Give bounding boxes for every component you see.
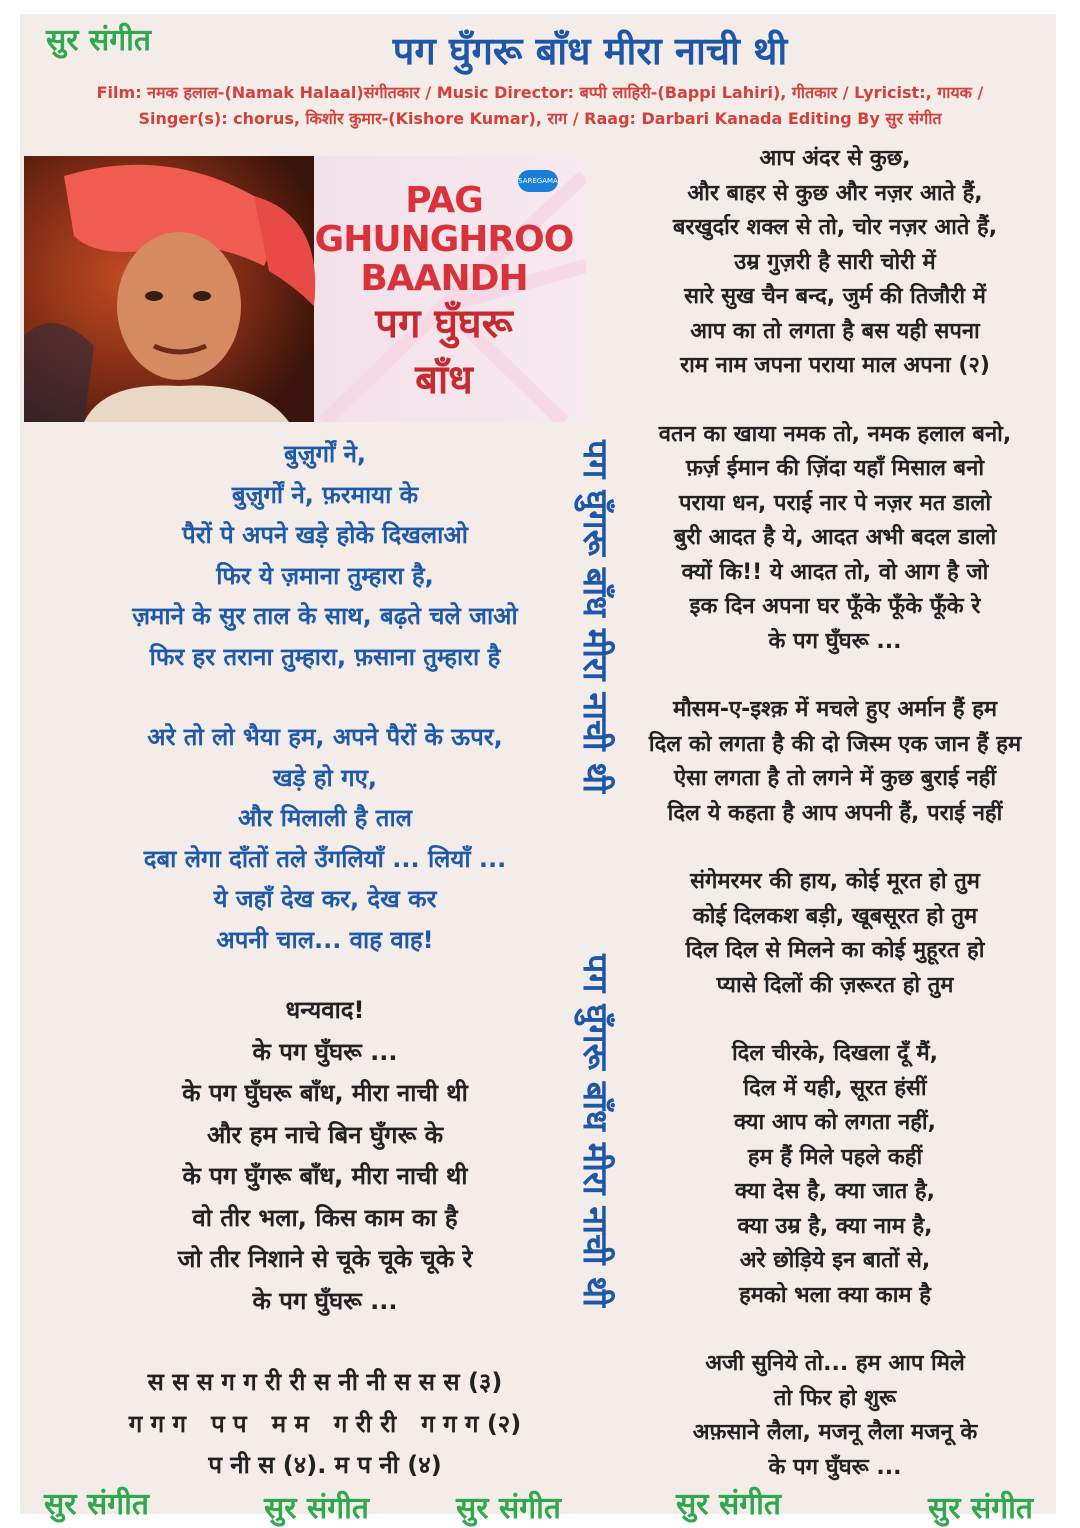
lyric-line: के पग घुँघरू बाँध, मीरा नाची थी	[182, 1079, 468, 1107]
lyric-line: फिर हर तराना तुम्हारा, फ़साना तुम्हारा है	[149, 642, 501, 671]
poster-title-line: BAANDH	[360, 258, 528, 299]
lyric-line: ये जहाँ देख कर, देख कर	[213, 885, 437, 913]
credits-line: Singer(s): chorus, किशोर कुमार-(Kishore Kumar), राग / Raag: Darbari Kanada Editing By सुर संगीत	[138, 109, 942, 128]
vertical-title-upper: पग घुँगरू बाँध मीरा नाची थी	[575, 440, 615, 793]
lyric-line: मौसम-ए-इश्क़ में मचले हुए अर्मान हैं हम	[672, 697, 998, 722]
brand-mark-bottom-1: सुर संगीत	[44, 1487, 150, 1522]
song-poster	[24, 156, 586, 422]
brand-mark-bottom-2: सुर संगीत	[264, 1491, 370, 1526]
sargam-line: स स स ग ग री री स नी नी स स स (३)	[147, 1368, 503, 1396]
lyric-line: फ़र्ज़ ईमान की ज़िंदा यहाँ मिसाल बनो	[685, 456, 985, 481]
lyric-line: दिल चीरके, दिखला दूँ मैं,	[731, 1041, 939, 1066]
lyric-line: क्या देस है, क्या जात है,	[735, 1179, 935, 1204]
lyric-line: दिल ये कहता है आप अपनी हैं, पराई नहीं	[667, 800, 1003, 826]
lyric-line: कोई दिलकश बड़ी, खूबसूरत हो तुम	[692, 903, 978, 929]
sargam-line: ग ग ग प प म म ग री री ग ग ग (२)	[128, 1409, 522, 1438]
lyric-line: क्यों कि!! ये आदत तो, वो आग है जो	[681, 559, 989, 585]
left-verse-blue	[60, 434, 590, 960]
lyric-line: के पग घुँघरू ...	[252, 1037, 398, 1066]
poster-title-line: PAG	[405, 180, 483, 221]
poster-hindi-line: बाँध	[415, 356, 473, 403]
lyric-line: बरखुर्दार शक्ल से तो, चोर नज़र आते हैं,	[672, 215, 998, 240]
lyric-line: तो फिर हो शुरू	[773, 1385, 897, 1411]
lyric-line: प्यासे दिलों की ज़रूरत हो तुम	[716, 972, 954, 998]
poster-hindi-line: पग घुँघरू	[375, 300, 513, 347]
lyric-line: जो तीर निशाने से चूके चूके चूके रे	[177, 1245, 473, 1273]
vertical-title-lower: पग घुँगरू बाँध मीरा नाची थी	[575, 954, 615, 1307]
lyric-line: सारे सुख चैन बन्द, जुर्म की तिजौरी में	[684, 284, 986, 309]
lyric-line: के पग घुँगरू बाँध, मीरा नाची थी	[182, 1162, 468, 1190]
lyric-line: हमको भला क्या काम है	[739, 1282, 931, 1308]
lyric-line: दिल को लगता है की दो जिस्म एक जान हैं हम	[648, 731, 1022, 757]
brand-mark-bottom-5: सुर संगीत	[928, 1491, 1034, 1526]
lyric-line: बुरी आदत है ये, आदत अभी बदल डालो	[673, 525, 997, 550]
lyric-line: अरे तो लो भैया हम, अपने पैरों के ऊपर,	[147, 723, 503, 751]
lyric-line: और बाहर से कुछ और नज़र आते हैं,	[687, 180, 983, 206]
lyric-line: अजी सुनिये तो... हम आप मिले	[705, 1351, 965, 1376]
poster-title	[314, 181, 574, 298]
lyric-line: पैरों पे अपने खड़े होके दिखलाओ	[182, 521, 468, 549]
brand-mark-bottom-3: सुर संगीत	[456, 1491, 562, 1526]
poster-title-line: GHUNGHROO	[314, 219, 574, 260]
lyric-line: अरे छोड़िये इन बातों से,	[739, 1248, 931, 1273]
lyric-line: बुज़ुर्गों ने,	[283, 440, 367, 468]
lyric-line: अपनी चाल... वाह वाह!	[216, 925, 434, 954]
credits-line: Film: नमक हलाल-(Namak Halaal)संगीतकार / Music Director: बप्पी लाहिरी-(Bappi Lahiri), गीतकार / Lyricist:, गायक /	[96, 83, 984, 102]
right-verses	[615, 142, 1055, 1485]
lyric-line: ज़माने के सुर ताल के साथ, बढ़ते चले जाओ	[132, 602, 518, 630]
lyric-line: के पग घुँघरू ...	[768, 1454, 902, 1480]
lyric-line: दबा लेगा दाँतों तले उँगलियाँ ... लियाँ ...	[143, 844, 507, 873]
lyric-line: अफ़साने लैला, मजनू लैला मजनू के	[692, 1420, 978, 1445]
lyric-line: वो तीर भला, किस काम का है	[192, 1203, 458, 1232]
sargam-line: प नी स (४). म प नी (४)	[208, 1451, 442, 1479]
lyric-line: दिल में यही, सूरत हंसीं	[743, 1075, 927, 1101]
lyric-line: हम हैं मिले पहले कहीं	[747, 1144, 923, 1170]
lyric-line: के पग घुँघरू ...	[252, 1286, 398, 1315]
lyric-line: क्या आप को लगता नहीं,	[734, 1110, 936, 1135]
poster-hindi-title	[304, 296, 584, 408]
lyric-line: क्या उम्र है, क्या नाम है,	[737, 1213, 933, 1239]
page-title: पग घुँगरू बाँध मीरा नाची थी	[392, 29, 788, 73]
lyric-line: ऐसा लगता है तो लगने में कुछ बुराई नहीं	[673, 766, 997, 791]
brand-mark-top-left: सुर संगीत	[46, 23, 152, 58]
left-verse-dark	[60, 990, 590, 1487]
lyric-line: और मिलाली है ताल	[238, 804, 412, 832]
lyric-line: धन्यवाद!	[285, 996, 365, 1024]
lyric-line: संगेमरमर की हाय, कोई मूरत हो तुम	[690, 869, 980, 894]
lyric-line: के पग घुँघरू ...	[768, 628, 902, 654]
lyric-line: वतन का खाया नमक तो, नमक हलाल बनो,	[658, 421, 1012, 447]
lyric-line: और हम नाचे बिन घुँगरू के	[206, 1120, 444, 1149]
lyric-line: खड़े हो गए,	[272, 763, 378, 792]
song-credits	[30, 80, 1050, 132]
lyric-line: पराया धन, पराई नार पे नज़र मत डालो	[678, 490, 992, 516]
lyric-line: आप का तो लगता है बस यही सपना	[690, 318, 980, 344]
lyric-line: दिल दिल से मिलने का कोई मुहूरत हो	[685, 938, 985, 963]
lyric-line: राम नाम जपना पराया माल अपना (२)	[680, 353, 990, 378]
lyric-line: उम्र गुज़री है सारी चोरी में	[734, 249, 936, 275]
lyric-line: फिर ये ज़माना तुम्हारा है,	[216, 561, 434, 590]
brand-mark-bottom-4: सुर संगीत	[676, 1487, 782, 1522]
lyric-line: आप अंदर से कुछ,	[759, 146, 911, 171]
lyric-line: बुज़ुर्गों ने, फ़रमाया के	[231, 480, 419, 509]
lyric-line: इक दिन अपना घर फूँके फूँके फूँके रे	[689, 594, 981, 619]
saregama-logo-icon: SAREGAMA	[518, 170, 558, 192]
